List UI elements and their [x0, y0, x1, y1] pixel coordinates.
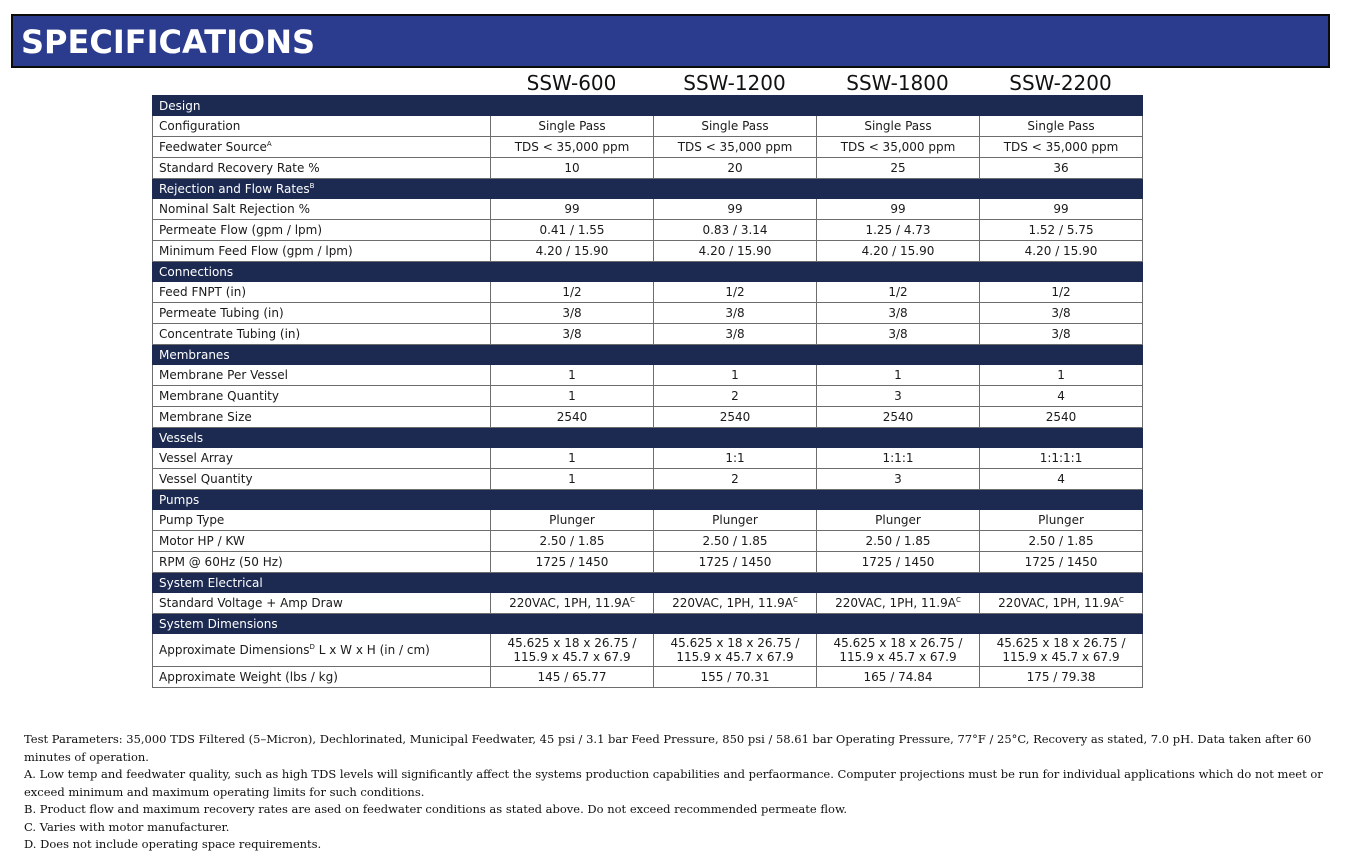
cell-value-text: 220VAC, 1PH, 11.9A [835, 596, 956, 610]
section-title [153, 179, 1143, 199]
table-row [153, 158, 1143, 179]
row-label: Permeate Flow (gpm / lpm) [153, 220, 491, 241]
cell-value: 175 / 79.38 [980, 667, 1143, 688]
cell-value: 2.50 / 1.85 [980, 531, 1143, 552]
cell-value: 1725 / 1450 [654, 552, 817, 573]
cell-value: Single Pass [491, 116, 654, 137]
section-title-text: Rejection and Flow Rates [159, 181, 310, 196]
cell-value: TDS < 35,000 ppm [491, 137, 654, 158]
table-row [153, 386, 1143, 407]
cell-value: 4.20 / 15.90 [491, 241, 654, 262]
row-label: Nominal Salt Rejection % [153, 199, 491, 220]
table-row [153, 510, 1143, 531]
cell-value: 1 [817, 365, 980, 386]
cell-value: 20 [654, 158, 817, 179]
cell-value: 3/8 [980, 324, 1143, 345]
cell-value: 3/8 [491, 324, 654, 345]
model-header-ssw-2200: SSW-2200 [1009, 71, 1112, 95]
row-label-text: Approximate Dimensions [159, 643, 310, 657]
cell-value: 1.52 / 5.75 [980, 220, 1143, 241]
section-title: System Dimensions [153, 614, 1143, 634]
cell-value: 45.625 x 18 x 26.75 / 115.9 x 45.7 x 67.9 [654, 634, 817, 667]
cell-value: 10 [491, 158, 654, 179]
row-label: Vessel Array [153, 448, 491, 469]
cell-value: Plunger [654, 510, 817, 531]
cell-value: 155 / 70.31 [654, 667, 817, 688]
cell-value: 1725 / 1450 [491, 552, 654, 573]
section-title: System Electrical [153, 573, 1143, 593]
cell-value [654, 593, 817, 614]
cell-value: 1 [491, 386, 654, 407]
cell-value: Single Pass [817, 116, 980, 137]
cell-value: 3 [817, 386, 980, 407]
cell-value: Single Pass [980, 116, 1143, 137]
cell-value: 145 / 65.77 [491, 667, 654, 688]
cell-value: 2.50 / 1.85 [491, 531, 654, 552]
cell-value: 1 [980, 365, 1143, 386]
row-label: Standard Recovery Rate % [153, 158, 491, 179]
row-label: Minimum Feed Flow (gpm / lpm) [153, 241, 491, 262]
model-header-ssw-1800: SSW-1800 [846, 71, 949, 95]
cell-value: 99 [817, 199, 980, 220]
model-header-ssw-600: SSW-600 [526, 71, 617, 95]
cell-value [491, 593, 654, 614]
cell-value: 1:1:1 [817, 448, 980, 469]
cell-value: 1/2 [980, 282, 1143, 303]
footnote-marker: B [309, 181, 315, 190]
table-row [153, 667, 1143, 688]
cell-value: 45.625 x 18 x 26.75 / 115.9 x 45.7 x 67.9 [980, 634, 1143, 667]
section-title: Vessels [153, 428, 1143, 448]
footnotes [24, 731, 1354, 854]
test-parameters-note: Test Parameters: 35,000 TDS Filtered (5–Micron), Dechlorinated, Municipal Feedwater, 45 psi / 3.1 bar Feed Pressure, 850 psi / 58.61 bar Operating Pressure, 77°F / 25°C, Recovery as stated, 7.0 pH. Data taken after 60 minutes of operation. [24, 732, 1312, 764]
cell-value: Plunger [980, 510, 1143, 531]
cell-value: 0.83 / 3.14 [654, 220, 817, 241]
row-label-suffix: L x W x H (in / cm) [314, 643, 430, 657]
table-row [153, 365, 1143, 386]
cell-value: 2540 [817, 407, 980, 428]
table-row [153, 531, 1143, 552]
cell-value: 45.625 x 18 x 26.75 / 115.9 x 45.7 x 67.9 [817, 634, 980, 667]
cell-value: 1:1 [654, 448, 817, 469]
cell-value: 2.50 / 1.85 [654, 531, 817, 552]
cell-value-text: 220VAC, 1PH, 11.9A [509, 596, 630, 610]
cell-value [817, 593, 980, 614]
footnote-marker: C [629, 596, 635, 604]
cell-value: 1/2 [654, 282, 817, 303]
cell-value: 2540 [980, 407, 1143, 428]
cell-value: 2540 [654, 407, 817, 428]
table-row [153, 448, 1143, 469]
cell-value: 4 [980, 469, 1143, 490]
footnote-marker: A [266, 140, 272, 148]
cell-value: 2 [654, 386, 817, 407]
cell-value: 1/2 [817, 282, 980, 303]
row-label: Vessel Quantity [153, 469, 491, 490]
footnote-c: C. Varies with motor manufacturer. [24, 819, 230, 834]
table-row [153, 116, 1143, 137]
table-row [153, 634, 1143, 667]
cell-value: 4.20 / 15.90 [980, 241, 1143, 262]
cell-value: 4 [980, 386, 1143, 407]
section-header-connections [153, 262, 1143, 282]
cell-value: 3 [817, 469, 980, 490]
row-label: Membrane Size [153, 407, 491, 428]
cell-value: 25 [817, 158, 980, 179]
cell-value: 99 [491, 199, 654, 220]
row-label: Feed FNPT (in) [153, 282, 491, 303]
table-row [153, 324, 1143, 345]
cell-value: TDS < 35,000 ppm [817, 137, 980, 158]
row-label: Motor HP / KW [153, 531, 491, 552]
row-label: Concentrate Tubing (in) [153, 324, 491, 345]
cell-value: 36 [980, 158, 1143, 179]
row-label: Pump Type [153, 510, 491, 531]
section-header-membranes [153, 345, 1143, 365]
table-row [153, 303, 1143, 324]
cell-value: 4.20 / 15.90 [817, 241, 980, 262]
cell-value: 1725 / 1450 [817, 552, 980, 573]
specifications-table [152, 95, 1143, 688]
cell-value: Plunger [817, 510, 980, 531]
section-header-design [153, 96, 1143, 116]
specifications-banner [11, 14, 1330, 68]
cell-value: 1/2 [491, 282, 654, 303]
cell-value: 3/8 [817, 324, 980, 345]
cell-value: TDS < 35,000 ppm [654, 137, 817, 158]
row-label: Permeate Tubing (in) [153, 303, 491, 324]
footnote-marker: C [955, 596, 961, 604]
section-title: Connections [153, 262, 1143, 282]
cell-value: 1 [654, 365, 817, 386]
footnote-b: B. Product flow and maximum recovery rates are ased on feedwater conditions as stated above. Do not exceed recommended permeate flow. [24, 802, 848, 816]
footnote-marker: C [792, 596, 798, 604]
table-row [153, 282, 1143, 303]
cell-value: 3/8 [980, 303, 1143, 324]
cell-value: 1725 / 1450 [980, 552, 1143, 573]
row-label-text: Feedwater Source [159, 140, 267, 154]
cell-value: 3/8 [817, 303, 980, 324]
cell-value: 2.50 / 1.85 [817, 531, 980, 552]
row-label: Membrane Quantity [153, 386, 491, 407]
footnote-d: D. Does not include operating space requirements. [24, 837, 322, 851]
cell-value: 4.20 / 15.90 [654, 241, 817, 262]
table-row [153, 137, 1143, 158]
cell-value: 0.41 / 1.55 [491, 220, 654, 241]
table-row [153, 199, 1143, 220]
footnote-a: A. Low temp and feedwater quality, such as high TDS levels will significantly affect the systems production capabilities and perfaormance. Computer projections must be run for individual applications which do not meet or exceed minimum and maximum operating limits for such conditions. [24, 767, 1323, 799]
cell-value: 2 [654, 469, 817, 490]
cell-value-text: 220VAC, 1PH, 11.9A [998, 596, 1119, 610]
cell-value-text: 220VAC, 1PH, 11.9A [672, 596, 793, 610]
table-row [153, 220, 1143, 241]
section-header-vessels [153, 428, 1143, 448]
cell-value: TDS < 35,000 ppm [980, 137, 1143, 158]
page-title: SPECIFICATIONS [21, 23, 316, 61]
table-row [153, 593, 1143, 614]
section-header-pumps [153, 490, 1143, 510]
row-label: Standard Voltage + Amp Draw [153, 593, 491, 614]
section-header-electrical [153, 573, 1143, 593]
cell-value: 1 [491, 469, 654, 490]
model-header-row [490, 72, 1142, 94]
cell-value: 45.625 x 18 x 26.75 / 115.9 x 45.7 x 67.9 [491, 634, 654, 667]
cell-value: 165 / 74.84 [817, 667, 980, 688]
cell-value: 99 [654, 199, 817, 220]
table-row [153, 552, 1143, 573]
cell-value: 1 [491, 448, 654, 469]
row-label [153, 634, 491, 667]
row-label: Membrane Per Vessel [153, 365, 491, 386]
cell-value: Plunger [491, 510, 654, 531]
footnote-marker: C [1118, 596, 1124, 604]
row-label [153, 137, 491, 158]
cell-value: Single Pass [654, 116, 817, 137]
cell-value: 3/8 [654, 324, 817, 345]
cell-value: 1 [491, 365, 654, 386]
table-row [153, 407, 1143, 428]
row-label: Configuration [153, 116, 491, 137]
section-header-rejection [153, 179, 1143, 199]
section-header-dimensions [153, 614, 1143, 634]
section-title: Pumps [153, 490, 1143, 510]
cell-value [980, 593, 1143, 614]
cell-value: 1:1:1:1 [980, 448, 1143, 469]
cell-value: 1.25 / 4.73 [817, 220, 980, 241]
cell-value: 3/8 [654, 303, 817, 324]
section-title: Membranes [153, 345, 1143, 365]
table-row [153, 241, 1143, 262]
footnote-marker: D [309, 643, 315, 651]
cell-value: 3/8 [491, 303, 654, 324]
cell-value: 2540 [491, 407, 654, 428]
model-header-ssw-1200: SSW-1200 [683, 71, 786, 95]
row-label: RPM @ 60Hz (50 Hz) [153, 552, 491, 573]
section-title: Design [153, 96, 1143, 116]
row-label: Approximate Weight (lbs / kg) [153, 667, 491, 688]
table-row [153, 469, 1143, 490]
cell-value: 99 [980, 199, 1143, 220]
